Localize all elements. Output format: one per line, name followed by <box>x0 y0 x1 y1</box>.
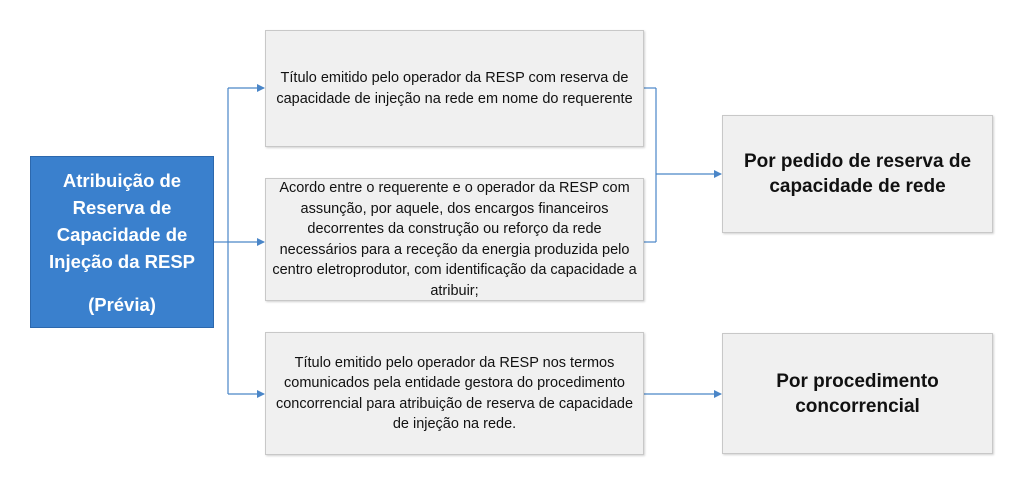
source-line-1: Atribuição de <box>62 169 182 191</box>
source-line-3: Capacidade de <box>56 223 188 245</box>
outcome-text-1: Por pedido de reserva de capacidade de rede <box>743 151 972 197</box>
option-text-3: Título emitido pelo operador da RESP nos termos comunicados pela entidade gestora do procedimento concorrencial para atribuição de reserva de capacidade de injeção na rede. <box>275 354 634 432</box>
outcome-box-2 <box>722 333 993 454</box>
source-line-2: Reserva de <box>72 196 172 218</box>
source-line-4: Injeção da RESP <box>49 250 195 272</box>
source-box <box>30 156 214 328</box>
option-box-2 <box>265 178 644 301</box>
option-text-2: Acordo entre o requerente e o operador da RESP com assunção, por aquele, dos encargos financeiros decorrentes da construção ou reforço da rede necessários para a receção da energia produzida pelo centro eletroprodutor, com identificação da capacidade a atribuir; <box>272 180 637 299</box>
option-text-1: Título emitido pelo operador da RESP com reserva de capacidade de injeção na rede em nome do requerente <box>276 70 633 107</box>
outcome-box-1 <box>722 115 993 233</box>
option-box-1 <box>265 30 644 147</box>
option-box-3 <box>265 332 644 455</box>
outcome-text-2: Por procedimento concorrencial <box>776 370 939 417</box>
source-subtitle: (Prévia) <box>88 293 156 315</box>
